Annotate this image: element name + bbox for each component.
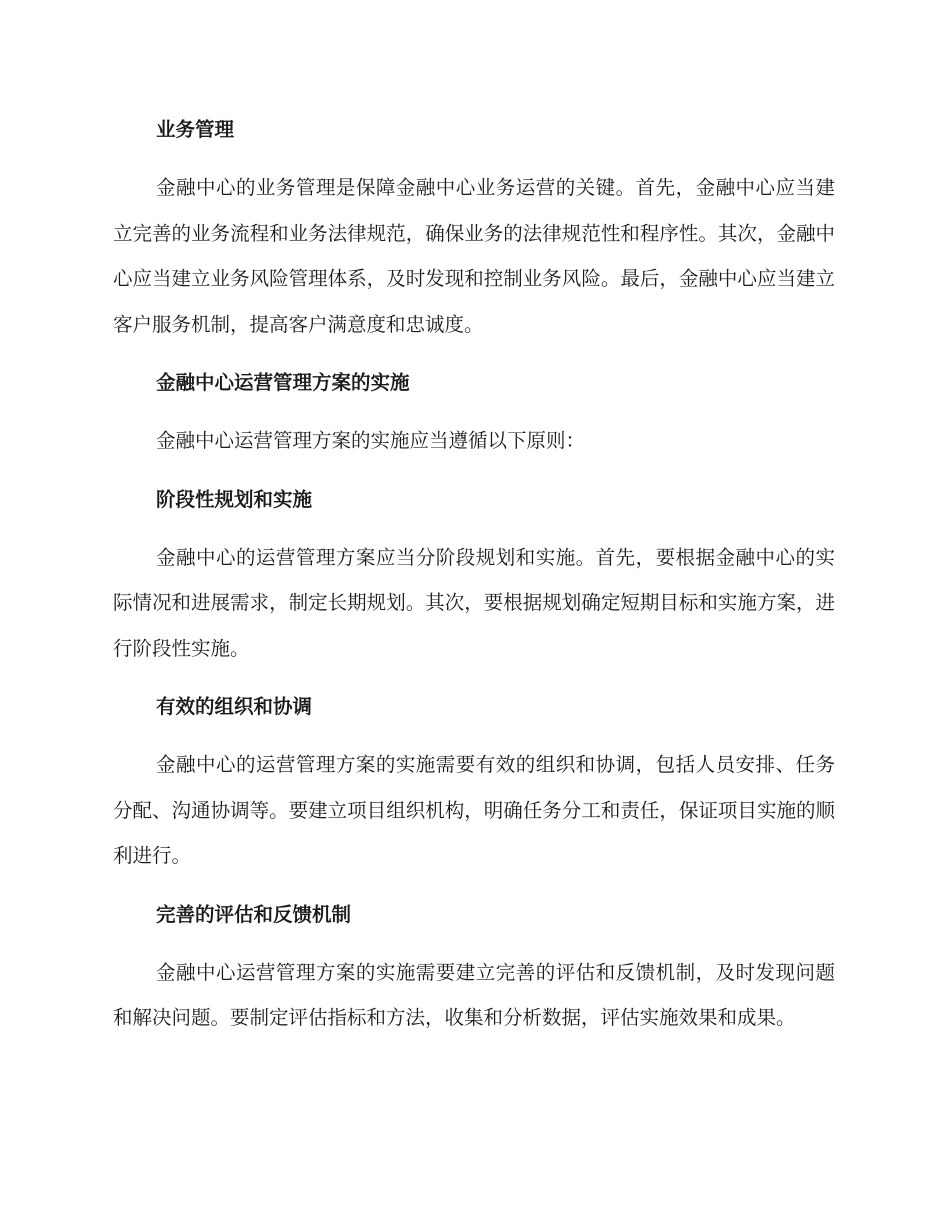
section-paragraph: 金融中心的运营管理方案应当分阶段规划和实施。首先，要根据金融中心的实际情况和进展需求，制定长期规划。其次，要根据规划确定短期目标和实施方案，进行阶段性实施。 [113,545,835,660]
section-heading: 完善的评估和反馈机制 [156,902,352,926]
section-paragraph: 金融中心运营管理方案的实施需要建立完善的评估和反馈机制，及时发现问题和解决问题。要制定评估指标和方法，收集和分析数据，评估实施效果和成果。 [113,960,835,1029]
section-paragraph: 金融中心的运营管理方案的实施需要有效的组织和协调，包括人员安排、任务分配、沟通协调等。要建立项目组织机构，明确任务分工和责任，保证项目实施的顺利进行。 [113,753,835,867]
section-heading: 金融中心运营管理方案的实施 [156,371,410,394]
section-heading: 业务管理 [156,118,235,141]
section-heading: 有效的组织和协调 [156,695,313,718]
section-paragraph: 金融中心运营管理方案的实施应当遵循以下原则： [156,429,586,452]
document-body [113,108,835,1041]
section-paragraph: 金融中心的业务管理是保障金融中心业务运营的关键。首先，金融中心应当建立完善的业务流程和业务法律规范，确保业务的法律规范性和程序性。其次，金融中心应当建立业务风险管理体系，及时发现和控制业务风险。最后，金融中心应当建立客户服务机制，提高客户满意度和忠诚度。 [113,176,835,336]
section-heading: 阶段性规划和实施 [156,487,313,511]
